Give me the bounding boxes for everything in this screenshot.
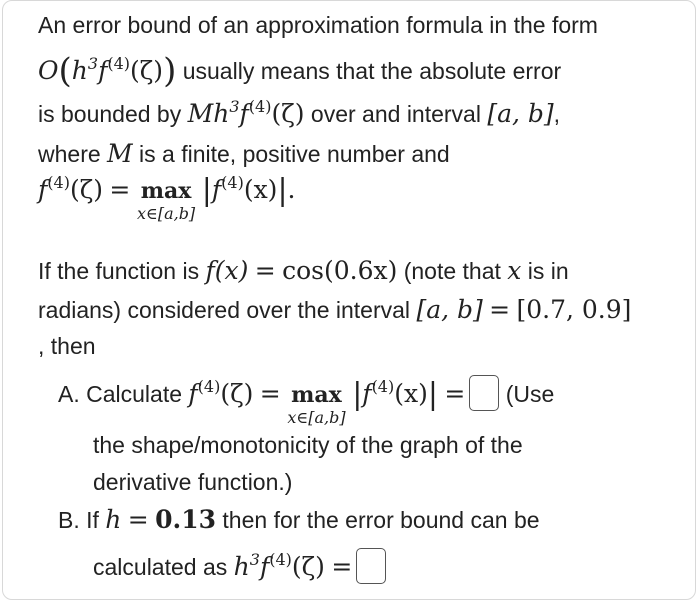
h-value: 0.13 — [155, 505, 217, 534]
part-a-label: A. — [58, 381, 80, 407]
big-o-expression: $O(h^3f^{(4)}(\zeta))$ — [38, 51, 177, 91]
problem-line-3: , then — [38, 333, 96, 359]
max-operator: max x∈[a,b] — [136, 178, 196, 223]
part-a-answer-input[interactable] — [469, 375, 499, 411]
max-definition: $f^{(4)}(\zeta) = \max$ x∈[a,b] $|f^{(4)}(x)|$. — [38, 172, 296, 223]
interval-value: [0.7, 0.9] — [516, 295, 632, 324]
part-b-line-2: calculated as $h^3f^{(4)}(\zeta)$ = — [93, 548, 386, 584]
constant-m: M — [107, 139, 133, 168]
part-b-answer-input[interactable] — [356, 548, 386, 584]
error-bound-term: $Mh^3f^{(4)}(\zeta)$ — [187, 96, 305, 128]
part-b-label: B. — [58, 507, 80, 533]
part-a-hint-line-2: the shape/monotonicity of the graph of the — [93, 432, 523, 458]
part-a-hint-line-3: derivative function.) — [93, 469, 293, 495]
intro-line-1: An error bound of an approximation formula in the form — [38, 12, 598, 38]
part-a: A. Calculate $f^{(4)}(\zeta) = \max$ x∈[a,b] $|f^{(4)}(x)| = (Use$ — [58, 376, 555, 427]
problem-line-1: If the function is f(x) = cos(0.6x) (note that x is in — [38, 256, 569, 285]
intro-line-4: where M is a finite, positive number and — [38, 139, 450, 168]
function-definition: cos(0.6x) — [282, 256, 398, 285]
problem-line-2: radians) considered over the interval [a, b] = [0.7, 0.9] — [38, 295, 632, 324]
interval-ab: [a, b] — [487, 99, 554, 128]
intro-line-2-text: usually means that the absolute error — [182, 58, 562, 84]
intro-line-3: is bounded by $Mh^3f^{(4)}(\zeta)$ over and interval [a, b], — [38, 96, 561, 128]
intro-line-2 — [38, 51, 562, 91]
part-b: B. If h = 0.13 then for the error bound can be — [58, 505, 540, 534]
